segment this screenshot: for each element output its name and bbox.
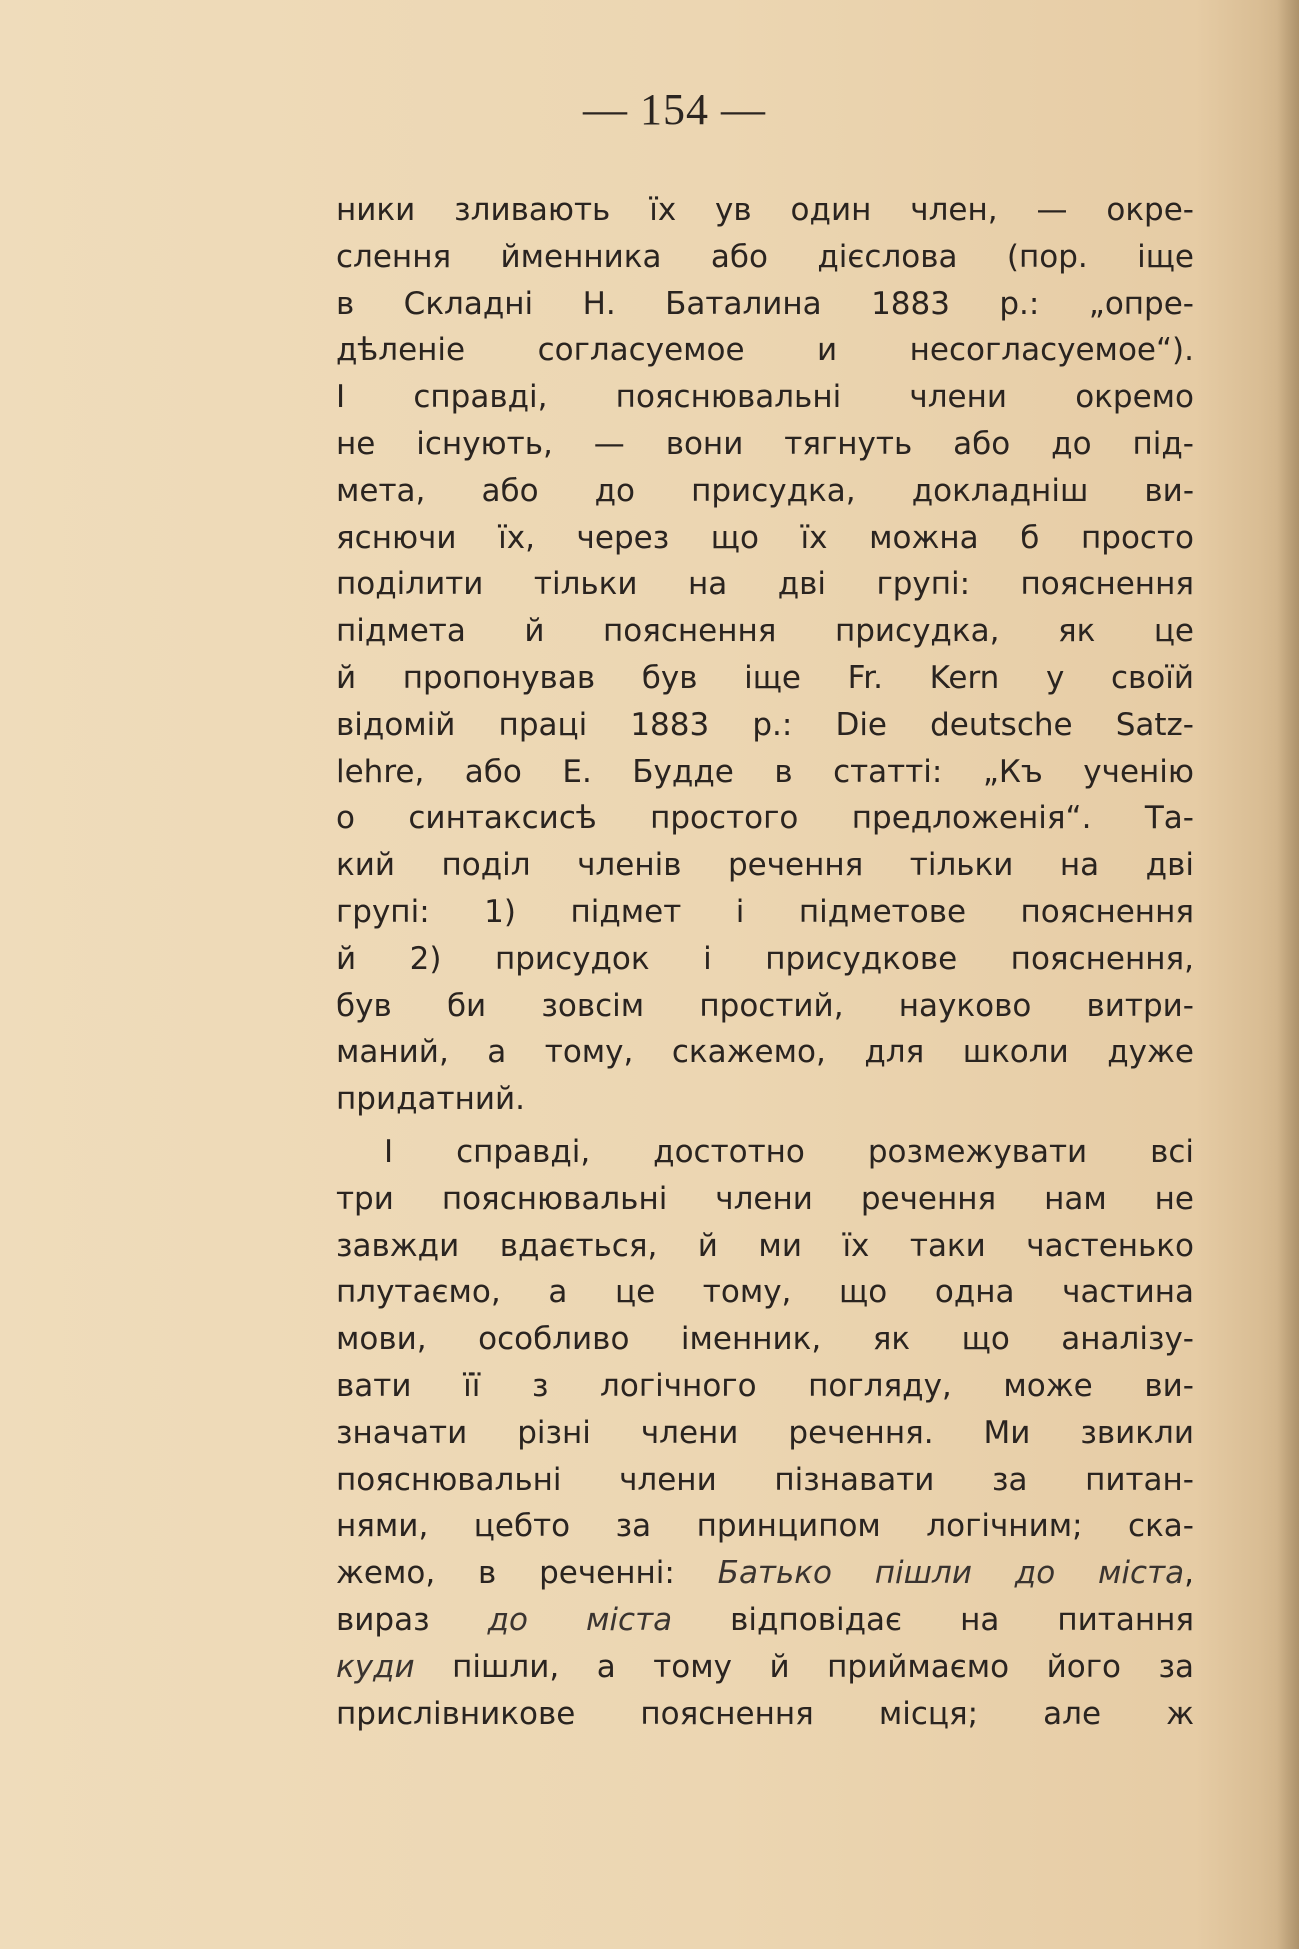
- text-run: вираз: [336, 1601, 488, 1638]
- text-run: ,: [1184, 1555, 1194, 1592]
- text-line: [336, 561, 1194, 608]
- text-run: І справді, пояснювальні члени окремо: [336, 379, 1194, 416]
- text-line: [336, 1597, 1194, 1644]
- text-run: нями, цебто за принципом логічним; ска-: [336, 1508, 1194, 1545]
- text-line: [336, 1129, 1194, 1176]
- text-line: [336, 1363, 1194, 1410]
- text-run: поділити тільки на дві групі: пояснення: [336, 566, 1194, 603]
- text-line: [336, 795, 1194, 842]
- text-line: [336, 702, 1194, 749]
- text-line: [336, 468, 1194, 515]
- text-line: [336, 1176, 1194, 1223]
- text-line: [336, 749, 1194, 796]
- text-line: [336, 1503, 1194, 1550]
- text-run: в Складні Н. Баталина 1883 р.: „опре-: [336, 285, 1194, 322]
- text-line: [336, 842, 1194, 889]
- text-line: [336, 1644, 1194, 1691]
- text-run: й 2) присудок і присудкове пояснення,: [336, 940, 1194, 977]
- text-line: [336, 1076, 1194, 1123]
- text-run: мета, або до присудка, докладніш ви-: [336, 472, 1194, 509]
- text-run: дѣленіе согласуемое и несогласуемое“).: [336, 332, 1194, 369]
- text-run: lehre, або Е. Будде в статті: „Къ ученію: [336, 753, 1194, 790]
- text-run: о синтаксисѣ простого предложенія“. Та-: [336, 800, 1194, 837]
- text-run: І справді, достотно розмежувати всі: [384, 1133, 1194, 1170]
- text-line: [336, 421, 1194, 468]
- text-line: [336, 983, 1194, 1030]
- text-line: [336, 281, 1194, 328]
- text-run: жемо, в реченні:: [336, 1555, 718, 1592]
- text-run: вати її з логічного погляду, може ви-: [336, 1367, 1194, 1404]
- text-run: слення йменника або дієслова (пор. іще: [336, 238, 1194, 275]
- text-run: пішли, а тому й приймаємо його за: [414, 1648, 1194, 1685]
- text-run: пояснювальні члени пізнавати за питан-: [336, 1461, 1194, 1498]
- text-run: плутаємо, а це тому, що одна частина: [336, 1274, 1194, 1311]
- text-line: [336, 1269, 1194, 1316]
- text-run: кий поділ членів речення тільки на дві: [336, 847, 1194, 884]
- text-line: [336, 655, 1194, 702]
- text-line: [336, 374, 1194, 421]
- text-line: [336, 1316, 1194, 1363]
- text-line: [336, 1029, 1194, 1076]
- italic-text: куди: [336, 1648, 415, 1685]
- text-run: маний, а тому, скажемо, для школи дуже: [336, 1034, 1194, 1071]
- text-run: завжди вдається, й ми їх таки частенько: [336, 1227, 1194, 1264]
- text-line: [336, 1223, 1194, 1270]
- text-run: три пояснювальні члени речення нам не: [336, 1180, 1194, 1217]
- text-run: відповідає на питання: [672, 1601, 1195, 1638]
- page-number: [0, 84, 1299, 136]
- text-run: ники зливають їх ув один член, — окре-: [336, 192, 1194, 228]
- text-run: мови, особливо іменник, як що аналізу-: [336, 1321, 1194, 1358]
- text-run: яснючи їх, через що їх можна б просто: [336, 519, 1194, 556]
- text-run: придатний.: [336, 1081, 525, 1118]
- text-line: [336, 1691, 1194, 1738]
- text-line: [336, 515, 1194, 562]
- text-line: [336, 608, 1194, 655]
- text-line: [336, 234, 1194, 281]
- text-run: був би зовсім простий, науково витри-: [336, 987, 1194, 1024]
- text-line: [336, 187, 1194, 234]
- text-line: [336, 1457, 1194, 1504]
- page-number-text: — 154 —: [583, 85, 766, 134]
- body-text: [336, 187, 1194, 1737]
- italic-text: Батько пішли до міста: [717, 1555, 1185, 1592]
- page-edge-shadow: [1277, 0, 1299, 1949]
- text-run: групі: 1) підмет і підметове пояснення: [336, 893, 1194, 930]
- text-line: [336, 1410, 1194, 1457]
- text-line: [336, 1550, 1194, 1597]
- text-run: відомій праці 1883 р.: Die deutsche Satz-: [336, 706, 1194, 743]
- text-line: [336, 327, 1194, 374]
- text-line: [336, 936, 1194, 983]
- text-line: [336, 889, 1194, 936]
- text-run: не існують, — вони тягнуть або до під-: [336, 425, 1194, 462]
- text-run: підмета й пояснення присудка, як це: [336, 613, 1194, 650]
- italic-text: до міста: [487, 1601, 673, 1638]
- text-run: значати різні члени речення. Ми звикли: [336, 1414, 1194, 1451]
- text-run: й пропонував був іще Fr. Kern у своїй: [336, 659, 1194, 696]
- text-run: прислівникове пояснення місця; але ж: [336, 1695, 1194, 1732]
